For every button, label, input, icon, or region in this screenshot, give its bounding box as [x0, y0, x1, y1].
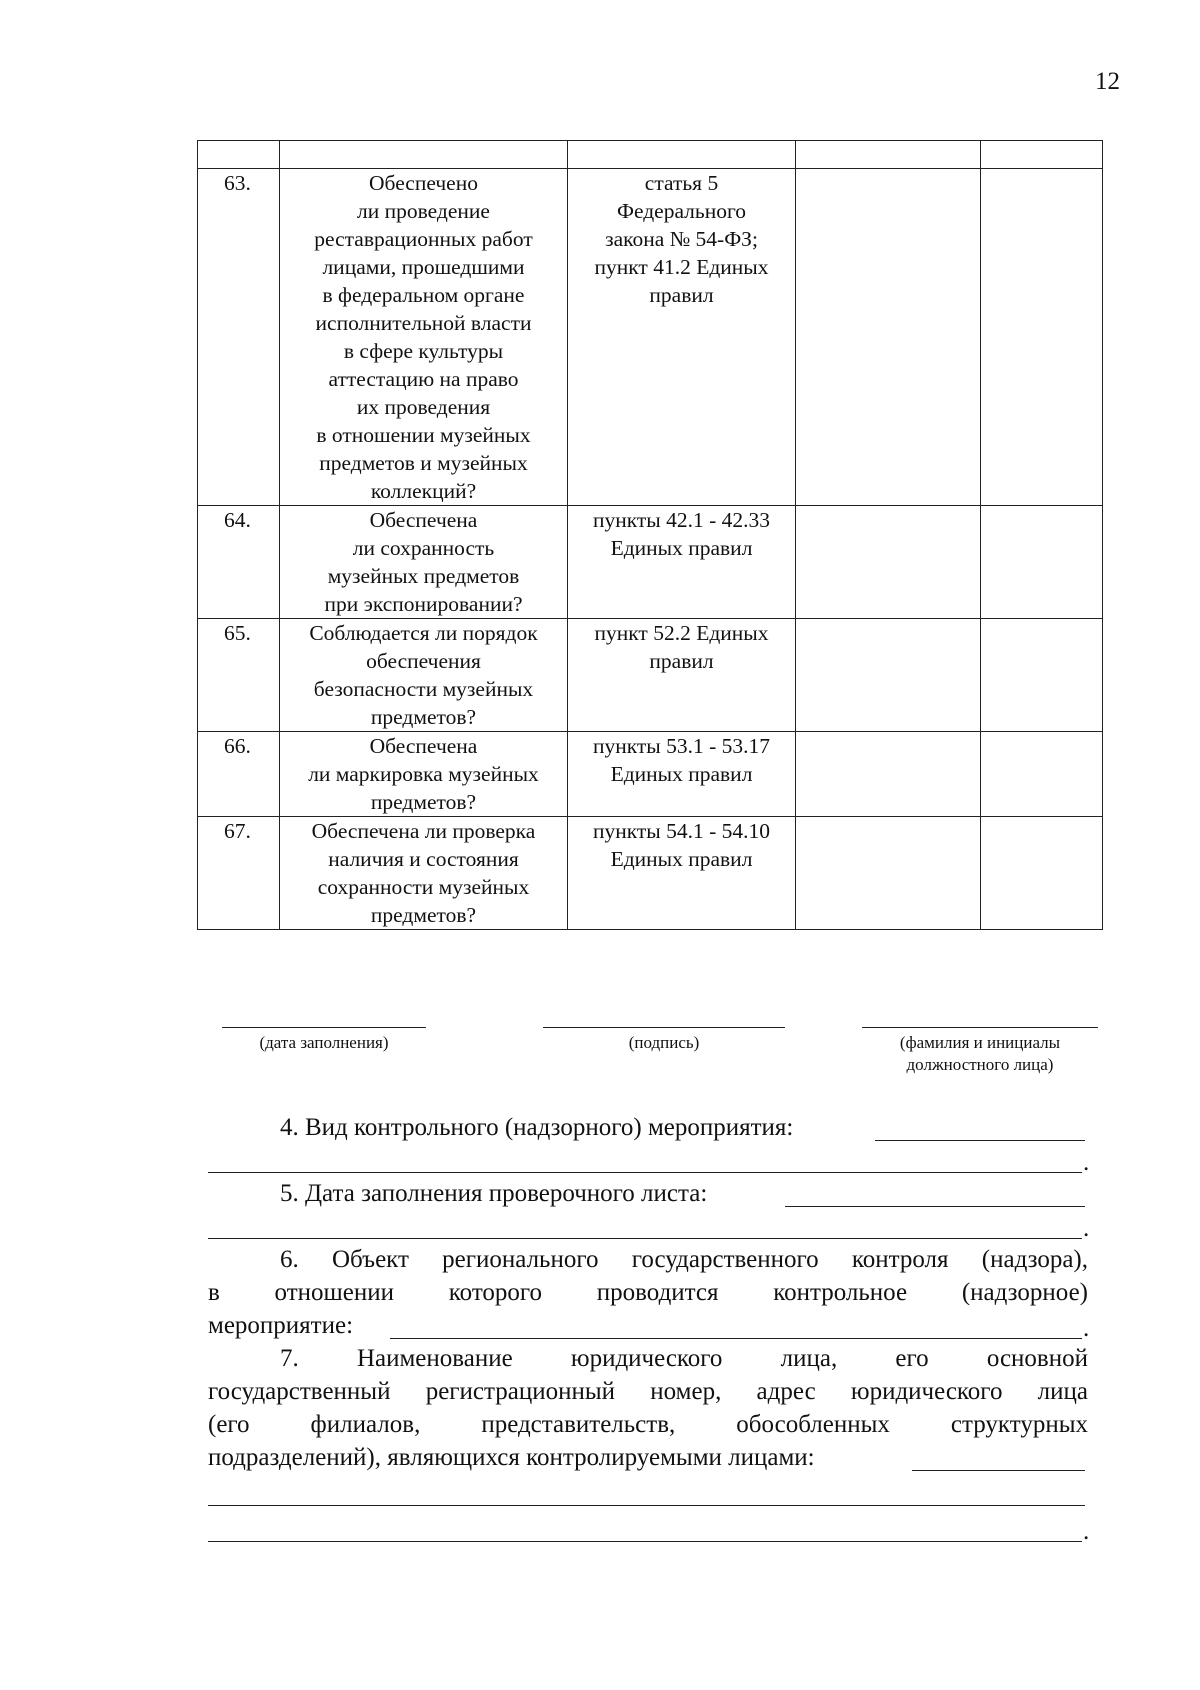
note-cell[interactable] — [981, 732, 1103, 817]
question-line: предметов? — [370, 790, 477, 814]
reference-cell — [568, 506, 796, 619]
item6-line1: 6. Объект регионального государственного контроля (надзора), — [280, 1246, 1088, 1273]
reference-line: Единых правил — [610, 847, 753, 871]
question-line: в отношении музейных — [316, 423, 531, 447]
table-row — [198, 619, 1103, 732]
note-cell[interactable] — [981, 506, 1103, 619]
checklist-table — [197, 140, 1103, 930]
question-cell — [280, 817, 568, 930]
reference-line: пункты 54.1 - 54.10 — [592, 819, 771, 843]
header-cell — [981, 141, 1103, 169]
row-number: 65. — [198, 619, 280, 732]
question-line: ли сохранность — [352, 536, 495, 560]
question-line: реставрационных работ — [314, 227, 533, 251]
item7-line3: (его филиалов, представительств, обособленных структурных — [208, 1411, 1088, 1438]
question-line: Соблюдается ли порядок — [309, 621, 538, 645]
question-line: в сфере культуры — [343, 339, 504, 363]
question-line: аттестацию на право — [328, 367, 519, 391]
question-line: в федеральном органе — [322, 283, 525, 307]
question-line: предметов? — [370, 705, 477, 729]
header-cell — [568, 141, 796, 169]
date-caption: (дата заполнения) — [259, 1033, 389, 1052]
item7-line1: 7. Наименование юридического лица, его основной — [280, 1345, 1088, 1372]
header-cell — [280, 141, 568, 169]
question-cell — [280, 619, 568, 732]
item5-text — [280, 1178, 780, 1210]
reference-line: закона № 54-ФЗ; — [605, 227, 758, 251]
reference-line: Федерального — [616, 199, 747, 223]
page-number: 12 — [1095, 68, 1120, 95]
item7-field-line2[interactable] — [208, 1505, 1085, 1506]
reference-line: пункт 52.2 Единых — [594, 621, 769, 645]
name-caption-line2: должностного лица) — [906, 1055, 1054, 1074]
row-number: 66. — [198, 732, 280, 817]
reference-line: правил — [649, 283, 714, 307]
question-cell — [280, 732, 568, 817]
answer-cell[interactable] — [796, 506, 981, 619]
item5-period: . — [1083, 1215, 1090, 1242]
table-row — [198, 817, 1103, 930]
table-row — [198, 169, 1103, 506]
note-cell[interactable] — [981, 169, 1103, 506]
reference-line: Единых правил — [610, 762, 753, 786]
reference-cell — [568, 169, 796, 506]
question-line: предметов? — [370, 903, 477, 927]
item4-field-line2[interactable] — [208, 1172, 1082, 1173]
table-row — [198, 732, 1103, 817]
item7-period: . — [1083, 1518, 1090, 1545]
question-line: лицами, прошедшими — [322, 255, 525, 279]
question-line: ли проведение — [357, 199, 490, 223]
item5-field-line2[interactable] — [208, 1238, 1082, 1239]
reference-line: статья 5 — [644, 171, 719, 195]
question-cell — [280, 506, 568, 619]
reference-line: пункты 53.1 - 53.17 — [592, 734, 771, 758]
question-line: безопасности музейных — [313, 677, 534, 701]
reference-cell — [568, 817, 796, 930]
answer-cell[interactable] — [796, 732, 981, 817]
reference-line: пункт 41.2 Единых — [594, 255, 769, 279]
header-cell — [198, 141, 280, 169]
item4-label: 4. Вид контрольного (надзорного) мероприятия: — [280, 1114, 794, 1141]
item4-period: . — [1083, 1149, 1090, 1176]
table-header-row — [198, 141, 1103, 169]
item4-field-line1[interactable] — [875, 1140, 1085, 1141]
question-line: Обеспечена ли проверка — [311, 819, 536, 843]
question-cell — [280, 169, 568, 506]
reference-line: пункты 42.1 - 42.33 — [592, 508, 771, 532]
answer-cell[interactable] — [796, 817, 981, 930]
item6-line2: в отношении которого проводится контрольное (надзорное) — [208, 1279, 1088, 1306]
signature-caption: (подпись) — [628, 1033, 700, 1052]
question-line: при экспонировании? — [324, 592, 523, 616]
reference-line: Единых правил — [610, 536, 753, 560]
item6-period: . — [1083, 1315, 1090, 1342]
note-cell[interactable] — [981, 619, 1103, 732]
signature-line[interactable] — [543, 1027, 785, 1028]
row-number: 63. — [198, 169, 280, 506]
item5-field-line1[interactable] — [785, 1206, 1085, 1207]
question-line: наличия и состояния — [328, 847, 519, 871]
question-line: Обеспечена — [369, 508, 478, 532]
item4-text — [280, 1112, 880, 1144]
item7-line2: государственный регистрационный номер, адрес юридического лица — [208, 1378, 1088, 1405]
item6-field-line[interactable] — [390, 1338, 1082, 1339]
reference-line: правил — [649, 649, 714, 673]
question-line: обеспечения — [366, 649, 481, 673]
question-line: исполнительной власти — [315, 311, 532, 335]
row-number: 67. — [198, 817, 280, 930]
item6-line3: мероприятие: — [208, 1312, 354, 1339]
question-line: сохранности музейных — [317, 875, 530, 899]
answer-cell[interactable] — [796, 169, 981, 506]
item7-line4: подразделений), являющихся контролируемыми лицами: — [208, 1444, 815, 1471]
item5-label: 5. Дата заполнения проверочного листа: — [280, 1180, 708, 1207]
question-line: коллекций? — [370, 479, 477, 503]
answer-cell[interactable] — [796, 619, 981, 732]
question-line: предметов и музейных — [319, 451, 528, 475]
question-line: ли маркировка музейных — [308, 762, 539, 786]
item7-field-line1[interactable] — [912, 1470, 1085, 1471]
name-signature-line[interactable] — [862, 1027, 1098, 1028]
header-cell — [796, 141, 981, 169]
name-caption-line1: (фамилия и инициалы — [899, 1033, 1061, 1052]
item7-field-line3[interactable] — [208, 1541, 1082, 1542]
question-line: Обеспечено — [369, 171, 478, 195]
question-line: музейных предметов — [327, 564, 520, 588]
row-number: 64. — [198, 506, 280, 619]
reference-cell — [568, 619, 796, 732]
question-line: Обеспечена — [369, 734, 478, 758]
question-line: их проведения — [356, 395, 491, 419]
date-signature-line[interactable] — [222, 1027, 426, 1028]
table-row — [198, 506, 1103, 619]
name-caption — [862, 1032, 1098, 1076]
reference-cell — [568, 732, 796, 817]
note-cell[interactable] — [981, 817, 1103, 930]
